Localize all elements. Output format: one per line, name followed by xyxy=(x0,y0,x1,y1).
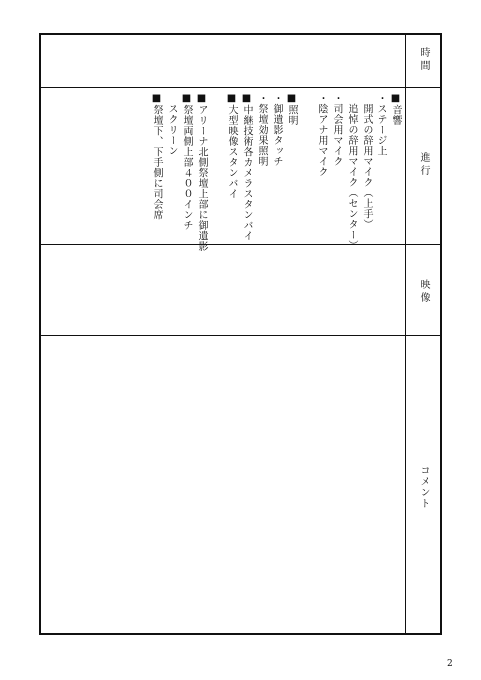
progress-line: ■照明 xyxy=(286,93,297,126)
progress-line: 追悼の辞用マイク（センター） xyxy=(346,93,357,251)
progress-line: ■中継技術各カメラスタンバイ xyxy=(241,93,252,241)
program-sheet xyxy=(39,33,442,635)
progress-line: ・陰アナ用マイク xyxy=(316,93,327,177)
header-video: 映像 xyxy=(418,279,429,305)
divider-video-row xyxy=(41,335,441,336)
progress-line: ■音響 xyxy=(390,93,401,126)
progress-line: ・司会用マイク xyxy=(331,93,342,167)
progress-line: ■祭壇両側上部４００インチ xyxy=(181,93,192,231)
header-comment: コメント xyxy=(418,465,429,509)
divider-progress-row xyxy=(41,244,441,245)
progress-line: ■大型映像スタンバイ xyxy=(226,93,237,199)
divider-header-column xyxy=(405,35,406,633)
progress-line: ・祭壇効果照明 xyxy=(256,93,267,167)
divider-header-row xyxy=(41,87,441,88)
progress-line: ・御遺影タッチ xyxy=(271,93,282,167)
page-number: 2 xyxy=(447,659,453,669)
progress-line: ・ステージ上 xyxy=(375,93,386,156)
progress-line: スクリーン xyxy=(166,93,177,156)
header-progress: 進行 xyxy=(418,152,429,178)
progress-line: ■祭壇下、下手側に司会席 xyxy=(151,93,162,220)
progress-line: 開式の辞用マイク（上手） xyxy=(361,93,372,230)
progress-line: ■アリーナ北側祭壇上部に御遺影 xyxy=(196,93,207,252)
header-time: 時間 xyxy=(418,47,429,73)
